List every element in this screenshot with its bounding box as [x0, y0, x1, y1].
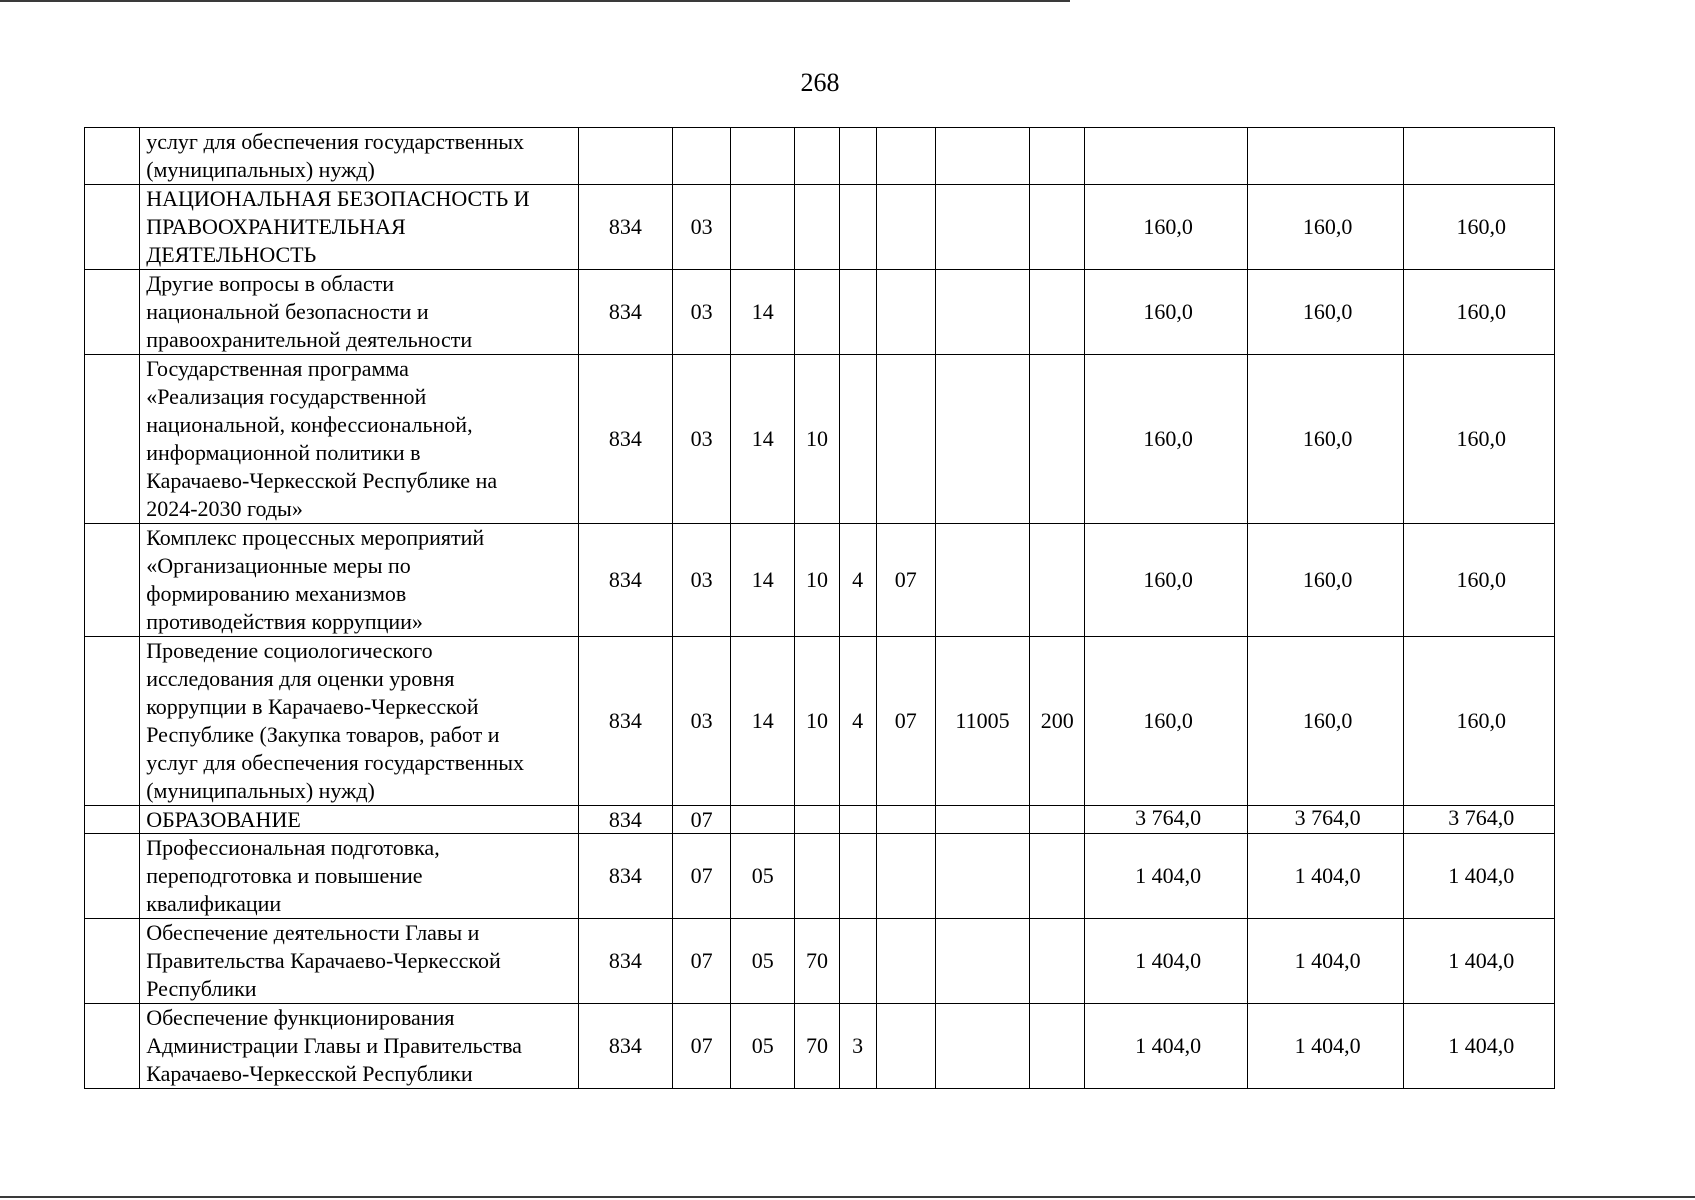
department-code-cell: 834 [578, 524, 672, 637]
table-row [85, 1004, 1555, 1089]
amount-year-2-cell: 160,0 [1247, 185, 1404, 270]
structural-element-code-cell [876, 185, 935, 270]
department-code-cell: 834 [578, 806, 672, 834]
section-code-cell: 07 [672, 919, 730, 1004]
program-code-cell [795, 185, 839, 270]
subsection-code-cell: 14 [731, 355, 795, 524]
table-row [85, 834, 1555, 919]
item-name-cell [140, 270, 578, 355]
department-code-cell: 834 [578, 270, 672, 355]
expense-type-code-cell [1030, 834, 1085, 919]
structural-element-code-cell [876, 834, 935, 919]
direction-code-cell: 11005 [935, 637, 1029, 806]
item-name-line: Комплекс процессных мероприятий [146, 525, 485, 550]
row-number-cell [85, 637, 140, 806]
direction-code-cell [935, 128, 1029, 185]
item-name-cell [140, 524, 578, 637]
row-number-cell [85, 834, 140, 919]
table-row [85, 524, 1555, 637]
item-name-line: формированию механизмов [146, 581, 407, 606]
amount-year-1-cell [1085, 128, 1248, 185]
item-name-line: НАЦИОНАЛЬНАЯ БЕЗОПАСНОСТЬ И [146, 186, 530, 211]
item-name-line: (муниципальных) нужд) [146, 157, 375, 182]
item-name-cell [140, 128, 578, 185]
table-row [85, 637, 1555, 806]
expense-type-code-cell [1030, 270, 1085, 355]
direction-code-cell [935, 806, 1029, 834]
amount-year-3-cell: 3 764,0 [1404, 806, 1555, 834]
direction-code-cell [935, 524, 1029, 637]
amount-year-3-cell: 160,0 [1404, 185, 1555, 270]
item-name-line: национальной, конфессиональной, [146, 412, 473, 437]
item-name-line: Карачаево-Черкесской Республики [146, 1061, 473, 1086]
item-name-cell [140, 1004, 578, 1089]
item-name-cell [140, 637, 578, 806]
department-code-cell: 834 [578, 185, 672, 270]
expense-type-code-cell [1030, 919, 1085, 1004]
row-number-cell [85, 524, 140, 637]
direction-code-cell [935, 919, 1029, 1004]
amount-year-3-cell: 1 404,0 [1404, 919, 1555, 1004]
program-code-cell: 70 [795, 919, 839, 1004]
section-code-cell: 03 [672, 185, 730, 270]
item-name-line: Проведение социологического [146, 638, 433, 663]
structural-element-code-cell [876, 128, 935, 185]
program-code-cell: 10 [795, 637, 839, 806]
program-type-code-cell [839, 919, 876, 1004]
row-number-cell [85, 128, 140, 185]
item-name-cell [140, 834, 578, 919]
item-name-line: Карачаево-Черкесской Республике на [146, 468, 498, 493]
row-number-cell [85, 185, 140, 270]
item-name-line: Обеспечение деятельности Главы и [146, 920, 480, 945]
amount-year-1-cell: 3 764,0 [1085, 806, 1248, 834]
item-name-line: ОБРАЗОВАНИЕ [146, 806, 301, 832]
section-code-cell: 07 [672, 834, 730, 919]
budget-table-body [85, 128, 1555, 1089]
item-name-line: (муниципальных) нужд) [146, 778, 375, 803]
amount-year-3-cell: 160,0 [1404, 524, 1555, 637]
direction-code-cell [935, 834, 1029, 919]
budget-table [84, 127, 1555, 1089]
item-name-line: национальной безопасности и [146, 299, 429, 324]
program-code-cell [795, 834, 839, 919]
row-number-cell [85, 270, 140, 355]
item-name-line: коррупции в Карачаево-Черкесской [146, 694, 479, 719]
amount-year-2-cell: 160,0 [1247, 355, 1404, 524]
row-number-cell [85, 355, 140, 524]
department-code-cell [578, 128, 672, 185]
department-code-cell: 834 [578, 355, 672, 524]
scan-edge-bottom [0, 1196, 1695, 1198]
program-type-code-cell [839, 834, 876, 919]
item-name-cell [140, 919, 578, 1004]
amount-year-1-cell: 160,0 [1085, 185, 1248, 270]
subsection-code-cell: 05 [731, 919, 795, 1004]
item-name-line: Обеспечение функционирования [146, 1005, 455, 1030]
amount-year-1-cell: 1 404,0 [1085, 919, 1248, 1004]
program-code-cell [795, 270, 839, 355]
program-code-cell [795, 128, 839, 185]
program-type-code-cell [839, 270, 876, 355]
item-name-line: Профессиональная подготовка, [146, 835, 440, 860]
structural-element-code-cell [876, 270, 935, 355]
program-code-cell [795, 806, 839, 834]
direction-code-cell [935, 185, 1029, 270]
expense-type-code-cell [1030, 185, 1085, 270]
item-name-line: противодействия коррупции» [146, 609, 423, 634]
program-code-cell: 10 [795, 355, 839, 524]
table-row [85, 270, 1555, 355]
section-code-cell: 03 [672, 637, 730, 806]
amount-year-3-cell: 160,0 [1404, 637, 1555, 806]
expense-type-code-cell [1030, 524, 1085, 637]
item-name-line: ДЕЯТЕЛЬНОСТЬ [146, 242, 317, 267]
subsection-code-cell [731, 128, 795, 185]
direction-code-cell [935, 1004, 1029, 1089]
expense-type-code-cell [1030, 806, 1085, 834]
subsection-code-cell: 05 [731, 834, 795, 919]
amount-year-3-cell: 160,0 [1404, 270, 1555, 355]
item-name-line: Другие вопросы в области [146, 271, 394, 296]
row-number-cell [85, 806, 140, 834]
item-name-cell [140, 355, 578, 524]
amount-year-2-cell: 160,0 [1247, 524, 1404, 637]
amount-year-1-cell: 1 404,0 [1085, 1004, 1248, 1089]
program-type-code-cell: 4 [839, 524, 876, 637]
section-code-cell: 07 [672, 1004, 730, 1089]
structural-element-code-cell: 07 [876, 524, 935, 637]
amount-year-2-cell: 3 764,0 [1247, 806, 1404, 834]
section-code-cell: 07 [672, 806, 730, 834]
item-name-line: квалификации [146, 891, 282, 916]
program-type-code-cell [839, 806, 876, 834]
row-number-cell [85, 1004, 140, 1089]
item-name-cell [140, 806, 578, 834]
item-name-line: Государственная программа [146, 356, 409, 381]
item-name-line: Администрации Главы и Правительства [146, 1033, 522, 1058]
program-code-cell: 70 [795, 1004, 839, 1089]
program-type-code-cell [839, 128, 876, 185]
subsection-code-cell: 14 [731, 270, 795, 355]
direction-code-cell [935, 270, 1029, 355]
amount-year-2-cell: 160,0 [1247, 637, 1404, 806]
amount-year-2-cell: 1 404,0 [1247, 834, 1404, 919]
item-name-line: услуг для обеспечения государственных [146, 129, 525, 154]
expense-type-code-cell [1030, 355, 1085, 524]
direction-code-cell [935, 355, 1029, 524]
subsection-code-cell: 14 [731, 637, 795, 806]
amount-year-3-cell: 1 404,0 [1404, 1004, 1555, 1089]
item-name-line: «Организационные меры по [146, 553, 411, 578]
expense-type-code-cell [1030, 128, 1085, 185]
section-code-cell: 03 [672, 270, 730, 355]
section-code-cell [672, 128, 730, 185]
department-code-cell: 834 [578, 637, 672, 806]
program-type-code-cell [839, 185, 876, 270]
item-name-line: ПРАВООХРАНИТЕЛЬНАЯ [146, 214, 406, 239]
amount-year-2-cell: 1 404,0 [1247, 919, 1404, 1004]
amount-year-2-cell: 1 404,0 [1247, 1004, 1404, 1089]
subsection-code-cell [731, 806, 795, 834]
section-code-cell: 03 [672, 524, 730, 637]
amount-year-3-cell [1404, 128, 1555, 185]
item-name-line: «Реализация государственной [146, 384, 427, 409]
amount-year-1-cell: 1 404,0 [1085, 834, 1248, 919]
amount-year-1-cell: 160,0 [1085, 270, 1248, 355]
item-name-cell [140, 185, 578, 270]
amount-year-1-cell: 160,0 [1085, 637, 1248, 806]
amount-year-3-cell: 1 404,0 [1404, 834, 1555, 919]
expense-type-code-cell: 200 [1030, 637, 1085, 806]
department-code-cell: 834 [578, 834, 672, 919]
structural-element-code-cell [876, 1004, 935, 1089]
item-name-line: Республике (Закупка товаров, работ и [146, 722, 500, 747]
structural-element-code-cell [876, 355, 935, 524]
item-name-line: Республики [146, 976, 257, 1001]
amount-year-2-cell: 160,0 [1247, 270, 1404, 355]
structural-element-code-cell [876, 919, 935, 1004]
structural-element-code-cell: 07 [876, 637, 935, 806]
page-number: 268 [800, 68, 840, 97]
amount-year-1-cell: 160,0 [1085, 355, 1248, 524]
table-row [85, 806, 1555, 834]
item-name-line: правоохранительной деятельности [146, 327, 473, 352]
subsection-code-cell: 05 [731, 1004, 795, 1089]
program-type-code-cell: 4 [839, 637, 876, 806]
section-code-cell: 03 [672, 355, 730, 524]
item-name-line: услуг для обеспечения государственных [146, 750, 525, 775]
amount-year-2-cell [1247, 128, 1404, 185]
program-type-code-cell [839, 355, 876, 524]
department-code-cell: 834 [578, 919, 672, 1004]
item-name-line: переподготовка и повышение [146, 863, 423, 888]
amount-year-1-cell: 160,0 [1085, 524, 1248, 637]
table-row [85, 919, 1555, 1004]
item-name-line: исследования для оценки уровня [146, 666, 455, 691]
item-name-line: Правительства Карачаево-Черкесской [146, 948, 501, 973]
subsection-code-cell [731, 185, 795, 270]
subsection-code-cell: 14 [731, 524, 795, 637]
table-row [85, 355, 1555, 524]
department-code-cell: 834 [578, 1004, 672, 1089]
program-type-code-cell: 3 [839, 1004, 876, 1089]
scan-edge-top [0, 0, 1070, 2]
structural-element-code-cell [876, 806, 935, 834]
table-row [85, 185, 1555, 270]
row-number-cell [85, 919, 140, 1004]
item-name-line: 2024-2030 годы» [146, 496, 303, 521]
expense-type-code-cell [1030, 1004, 1085, 1089]
amount-year-3-cell: 160,0 [1404, 355, 1555, 524]
program-code-cell: 10 [795, 524, 839, 637]
table-row [85, 128, 1555, 185]
item-name-line: информационной политики в [146, 440, 421, 465]
